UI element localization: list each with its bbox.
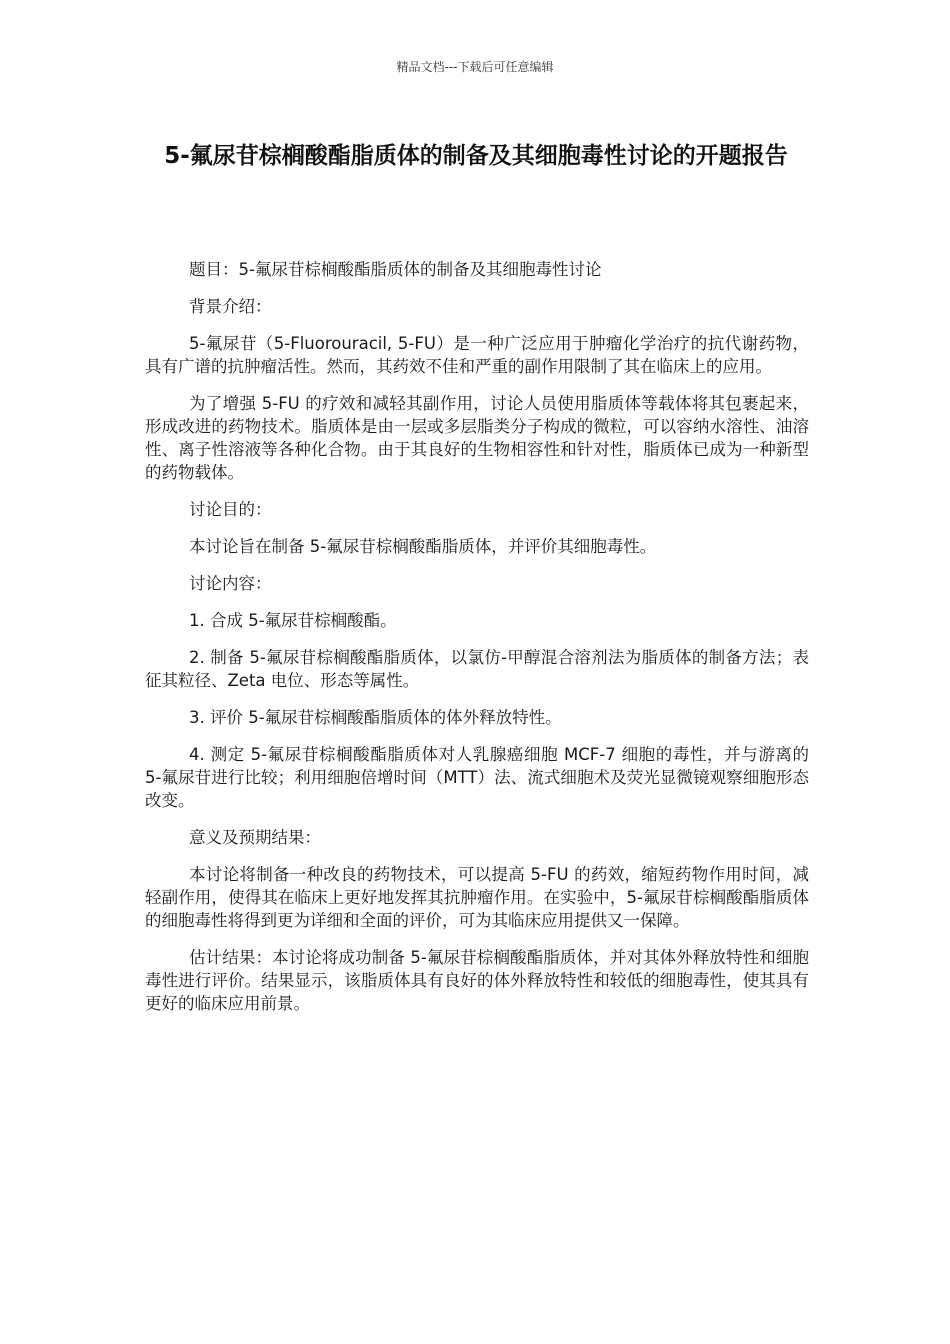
header-note: 精品文档---下载后可任意编辑 — [396, 60, 554, 74]
paragraph-significance: 本讨论将制备一种改良的药物技术，可以提高 5-FU 的药效，缩短药物作用时间，减轻副作用，使得其在临床上更好地发挥其抗肿瘤作用。在实验中，5-氟尿苷棕榈酸酯脂质体的细胞毒性将得到更为详细和全面的评价，可为其临床应用提供又一保障。 — [145, 865, 809, 930]
document-title: 5-氟尿苷棕榈酸酯脂质体的制备及其细胞毒性讨论的开题报告 — [164, 143, 788, 169]
list-item-1: 1. 合成 5-氟尿苷棕榈酸酯。 — [189, 611, 397, 630]
list-item-3: 3. 评价 5-氟尿苷棕榈酸酯脂质体的体外释放特性。 — [189, 708, 562, 727]
list-item-4: 4. 测定 5-氟尿苷棕榈酸酯脂质体对人乳腺癌细胞 MCF-7 细胞的毒性，并与游离的 5-氟尿苷进行比较；利用细胞倍增时间（MTT）法、流式细胞术及荧光显微镜观察细胞形态改变。 — [145, 745, 809, 810]
paragraph-topic: 题目：5-氟尿苷棕榈酸酯脂质体的制备及其细胞毒性讨论 — [189, 260, 602, 279]
heading-content: 讨论内容： — [189, 574, 272, 593]
heading-significance: 意义及预期结果： — [189, 828, 321, 847]
paragraph-background-2: 为了增强 5-FU 的疗效和减轻其副作用，讨论人员使用脂质体等载体将其包裹起来，形成改进的药物技术。脂质体是由一层或多层脂类分子构成的微粒，可以容纳水溶性、油溶性、离子性溶液等各种化合物。由于其良好的生物相容性和针对性，脂质体已成为一种新型的药物载体。 — [145, 394, 809, 482]
heading-purpose: 讨论目的： — [189, 500, 272, 519]
heading-background: 背景介绍： — [189, 297, 272, 316]
paragraph-background-1: 5-氟尿苷（5-Fluorouracil, 5-FU）是一种广泛应用于肿瘤化学治疗的抗代谢药物，具有广谱的抗肿瘤活性。然而，其药效不佳和严重的副作用限制了其在临床上的应用。 — [145, 334, 809, 376]
document-body — [145, 258, 809, 1029]
paragraph-expected-results: 估计结果：本讨论将成功制备 5-氟尿苷棕榈酸酯脂质体，并对其体外释放特性和细胞毒性进行评价。结果显示，该脂质体具有良好的体外释放特性和较低的细胞毒性，使其具有更好的临床应用前景。 — [145, 948, 809, 1013]
list-item-2: 2. 制备 5-氟尿苷棕榈酸酯脂质体，以氯仿-甲醇混合溶剂法为脂质体的制备方法；表征其粒径、Zeta 电位、形态等属性。 — [145, 648, 809, 690]
paragraph-purpose: 本讨论旨在制备 5-氟尿苷棕榈酸酯脂质体，并评价其细胞毒性。 — [189, 537, 657, 556]
